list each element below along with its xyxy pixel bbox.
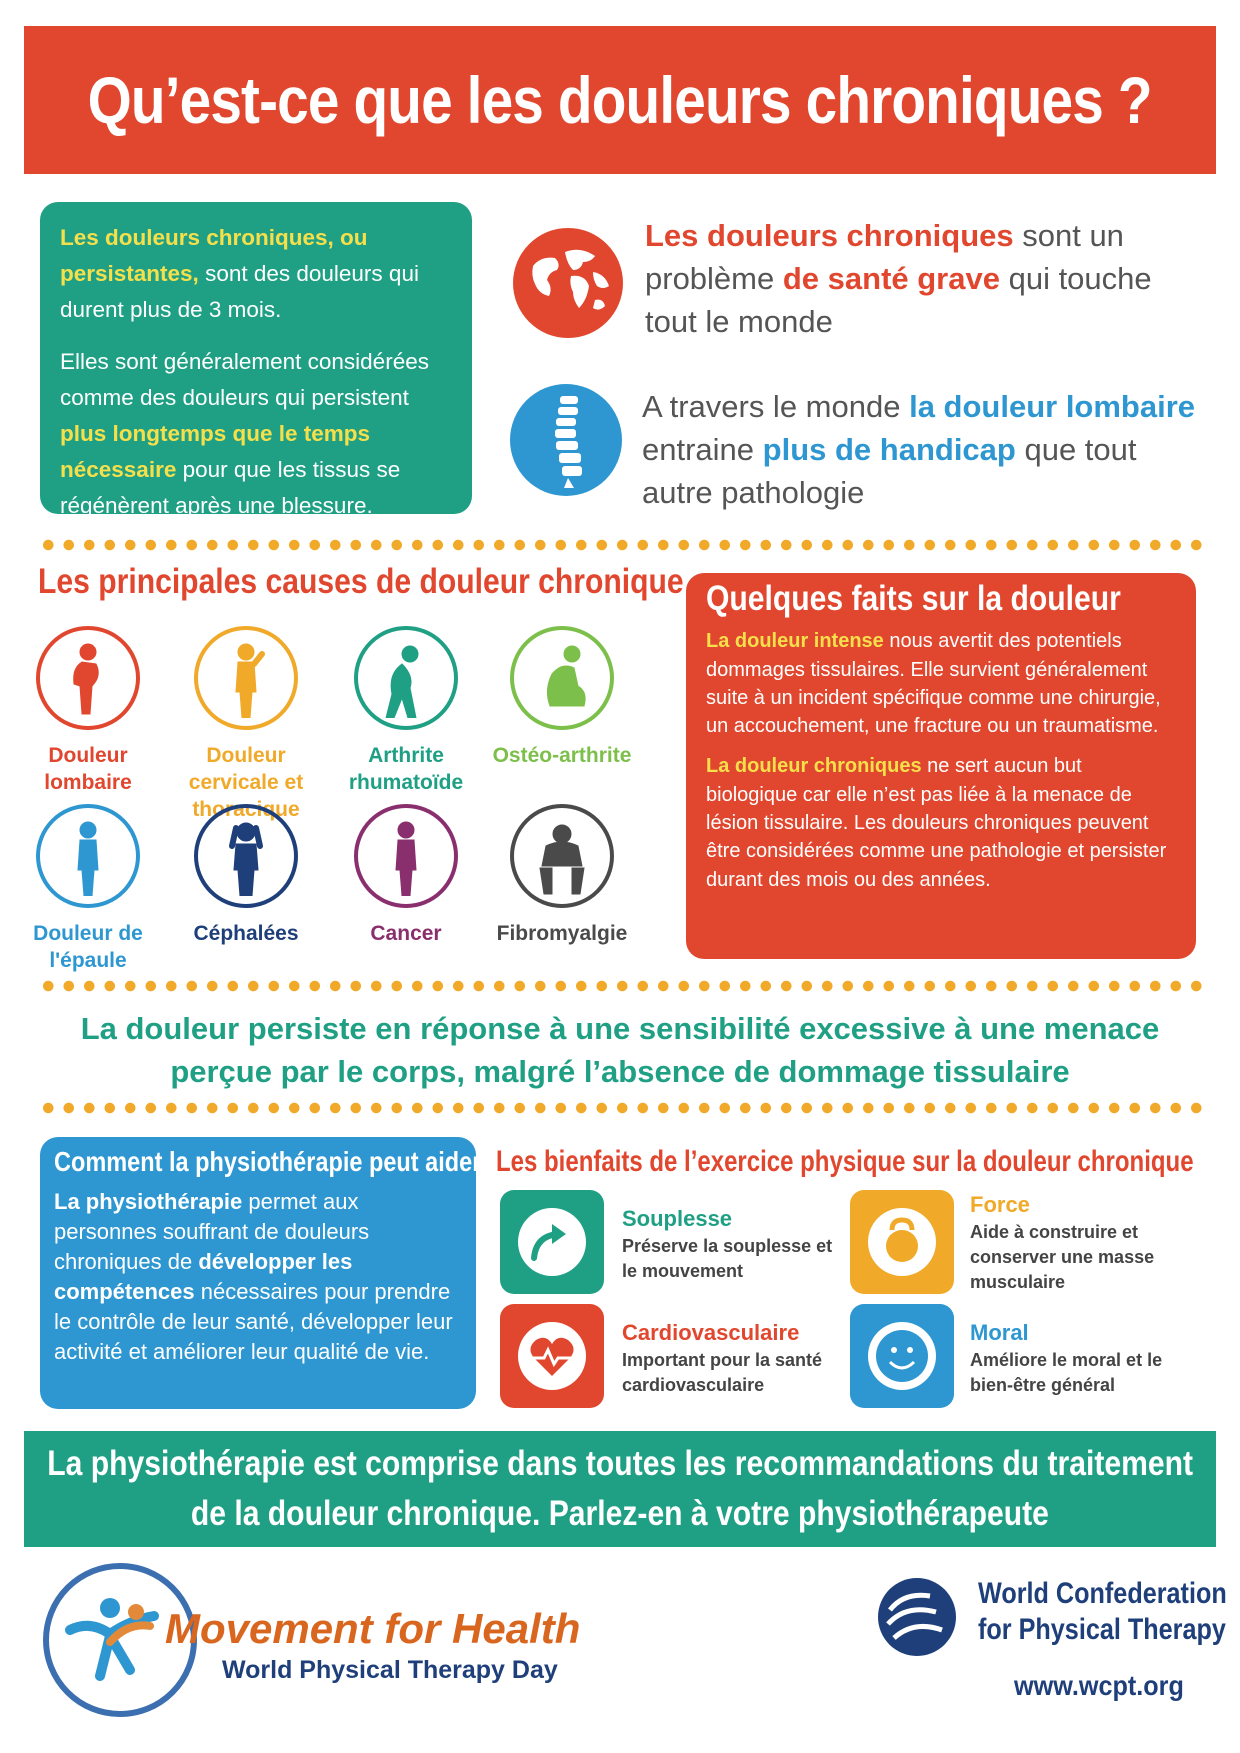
cause-item xyxy=(326,804,486,947)
definition-paragraph-2 xyxy=(60,344,452,524)
definition-highlight-2: plus longtemps que le temps nécessaire xyxy=(60,421,371,482)
key-statement xyxy=(40,1007,1200,1093)
definition-highlight-1: Les douleurs chroniques, ou persistantes, xyxy=(60,225,368,286)
wcpt-name-line-2: for Physical Therapy xyxy=(978,1613,1226,1646)
benefit-cardio xyxy=(622,1318,842,1398)
cause-item xyxy=(166,804,326,947)
kettlebell-icon xyxy=(850,1190,954,1294)
benefit-description: Améliore le moral et le bien-être général xyxy=(970,1350,1163,1395)
fact-world xyxy=(645,214,1205,343)
pain-facts-text-1: nous avertit des potentiels dommages tissulaires. Elle survient généralement suite à un incident spécifique comme une chirurgie, un accouchement, une fracture ou un traumatisme. xyxy=(706,630,1161,738)
definition-text-1: sont des douleurs qui durent plus de 3 mois. xyxy=(60,261,419,322)
arthritis-icon xyxy=(354,626,458,730)
fact-back-highlight-2: plus de handicap xyxy=(762,432,1016,467)
cause-item xyxy=(482,626,642,769)
movement-for-health-title: Movement for Health xyxy=(165,1605,581,1652)
spine-icon xyxy=(510,384,622,496)
cause-label: Douleur lombaire xyxy=(44,744,132,794)
fact-back-text-3: que tout autre pathologie xyxy=(642,432,1137,510)
causes-title: Les principales causes de douleur chronique xyxy=(38,562,684,601)
physio-bold-1: La physiothérapie xyxy=(54,1189,243,1214)
heart-pulse-icon xyxy=(500,1304,604,1408)
pain-facts-title: Quelques faits sur la douleur xyxy=(706,579,1121,618)
cause-item xyxy=(166,626,326,823)
pain-facts-highlight-2: La douleur chroniques xyxy=(706,755,922,778)
osteoarthritis-icon xyxy=(510,626,614,730)
definition-text-2a: Elles sont généralement considérées comme des douleurs qui persistent xyxy=(60,349,429,410)
dotted-divider xyxy=(38,539,1203,551)
cause-label: Ostéo-arthrite xyxy=(492,744,632,767)
shoulder-pain-icon xyxy=(36,804,140,908)
fact-back-text-2: entraine xyxy=(642,432,763,467)
benefit-title: Moral xyxy=(970,1320,1029,1345)
physio-bold-2: développer les compétences xyxy=(54,1249,353,1304)
benefit-force xyxy=(970,1190,1190,1295)
pain-facts-highlight-1: La douleur intense xyxy=(706,630,884,653)
cause-label: Fibromyalgie xyxy=(496,922,628,945)
arrow-curve-icon xyxy=(500,1190,604,1294)
physio-title: Comment la physiothérapie peut aider xyxy=(54,1146,482,1177)
wcpt-logo xyxy=(876,1576,958,1658)
benefit-description: Préserve la souplesse et le mouvement xyxy=(622,1236,833,1281)
benefit-souplesse xyxy=(622,1204,842,1284)
cause-item xyxy=(8,804,168,974)
fact-back-text-1: A travers le monde xyxy=(642,389,910,424)
benefit-title: Force xyxy=(970,1192,1030,1217)
pain-facts-paragraph-2 xyxy=(706,752,1176,893)
benefit-title: Souplesse xyxy=(622,1206,733,1231)
physio-text-1: permet aux personnes souffrant de douleurs chroniques de xyxy=(54,1189,370,1274)
wcpt-name-line-1: World Confederation xyxy=(978,1577,1227,1610)
pain-facts-box xyxy=(686,573,1196,959)
physio-help-box xyxy=(40,1137,482,1409)
page-title: Qu’est-ce que les douleurs chroniques ? xyxy=(87,63,1153,137)
cause-item xyxy=(8,626,168,796)
wcpt-url-link[interactable]: www.wcpt.org xyxy=(1014,1670,1184,1701)
cause-label: Cancer xyxy=(370,922,442,945)
cause-label: Arthrite rhumatoïde xyxy=(348,744,464,794)
fibromyalgia-icon xyxy=(510,804,614,908)
banner-line-1: La physiothérapie est comprise dans toutes les recommandations du traitement xyxy=(47,1444,1193,1483)
headache-icon xyxy=(194,804,298,908)
fact-back-highlight-1: la douleur lombaire xyxy=(909,389,1196,424)
pain-facts-paragraph-1 xyxy=(706,627,1176,740)
physio-text-2: nécessaires pour prendre le contrôle de leur santé, développer leur activité et améliorer leur qualité de vie. xyxy=(54,1279,453,1364)
cause-label: Douleur de l'épaule xyxy=(33,922,143,972)
banner-line-2: de la douleur chronique. Parlez-en à votre physiothérapeute xyxy=(190,1494,1050,1533)
benefit-title: Cardiovasculaire xyxy=(622,1320,800,1345)
cancer-icon xyxy=(354,804,458,908)
cause-label: Céphalées xyxy=(193,922,299,945)
benefit-moral xyxy=(970,1318,1190,1398)
physio-text xyxy=(54,1187,462,1367)
neck-pain-icon xyxy=(194,626,298,730)
globe-icon xyxy=(513,228,623,338)
fact-world-highlight-1: Les douleurs chroniques xyxy=(645,218,1014,253)
lower-back-pain-icon xyxy=(36,626,140,730)
header-banner xyxy=(24,26,1216,174)
pain-facts-text-2: ne sert aucun but biologique car elle n’est pas liée à la menace de lésion tissulaire. Les douleurs chroniques peuvent être considérées comme une pathologie et persister durant des mois ou des années. xyxy=(706,755,1167,891)
dotted-divider xyxy=(38,980,1203,992)
statement-line-1: La douleur persiste en réponse à une sensibilité excessive à une menace xyxy=(80,1011,1160,1046)
benefits-title: Les bienfaits de l’exercice physique sur la douleur chronique xyxy=(496,1145,1194,1178)
dotted-divider xyxy=(38,1102,1203,1114)
cause-item xyxy=(326,626,486,796)
smiley-icon xyxy=(850,1304,954,1408)
statement-line-2: perçue par le corps, malgré l’absence de dommage tissulaire xyxy=(170,1054,1070,1089)
definition-text-2b: pour que les tissus se régénèrent après une blessure. xyxy=(60,457,401,518)
fact-world-text-1: sont un problème xyxy=(645,218,1124,296)
definition-paragraph-1 xyxy=(60,220,452,328)
cause-item xyxy=(482,804,642,947)
cause-label: Douleur cervicale et thoracique xyxy=(188,744,304,821)
fact-world-highlight-2: de santé grave xyxy=(782,261,1000,296)
recommendation-banner xyxy=(24,1431,1216,1547)
world-pt-day-subtitle: World Physical Therapy Day xyxy=(222,1656,558,1684)
benefit-description: Important pour la santé cardiovasculaire xyxy=(622,1350,823,1395)
fact-world-text-2: qui touche tout le monde xyxy=(645,261,1152,339)
definition-box xyxy=(40,202,472,518)
benefit-description: Aide à construire et conserver une masse musculaire xyxy=(970,1222,1155,1292)
fact-back-pain xyxy=(642,385,1212,514)
